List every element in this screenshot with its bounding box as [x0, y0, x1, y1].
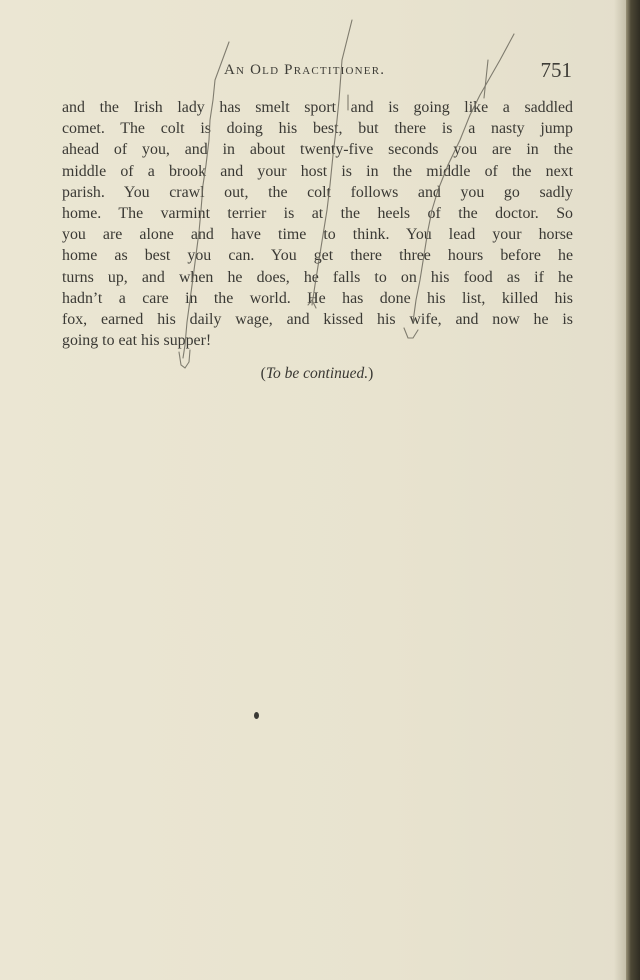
book-spine-edge — [626, 0, 640, 980]
text-line: going to eat his supper! — [62, 332, 212, 350]
text-line: fox, earned his daily wage, and kissed his wife, and now he is — [62, 310, 573, 328]
page-edge-shadow — [614, 0, 626, 980]
text-line: and the Irish lady has smelt sport and is going like a saddled — [62, 99, 573, 116]
text-line: comet. The colt is doing his best, but there is a nasty jump — [62, 120, 573, 138]
page-number: 751 — [540, 58, 572, 82]
text-line: parish. You crawl out, the colt follows and you go sadly — [62, 183, 573, 201]
text-line: hadn’t a care in the world. He has done his list, killed his — [62, 289, 573, 307]
to-be-continued-note — [62, 365, 572, 383]
running-head — [62, 58, 572, 88]
running-head-title: An Old Practitioner. — [224, 62, 386, 78]
close-paren: ) — [368, 365, 374, 382]
body-text — [62, 97, 573, 351]
text-line: home as best you can. You get there three hours before he — [62, 247, 573, 265]
text-line: home. The varmint terrier is at the heels of the doctor. So — [62, 204, 573, 222]
open-paren: ( — [260, 365, 266, 382]
text-line: ahead of you, and in about twenty-five seconds you are in the — [62, 141, 573, 159]
text-line: middle of a brook and your host is in the middle of the next — [62, 162, 573, 180]
continued-text: To be continued. — [265, 365, 369, 382]
ink-dot — [254, 712, 259, 719]
text-line: you are alone and have time to think. You lead your horse — [62, 226, 573, 244]
text-line: turns up, and when he does, he falls to on his food as if he — [62, 268, 573, 286]
